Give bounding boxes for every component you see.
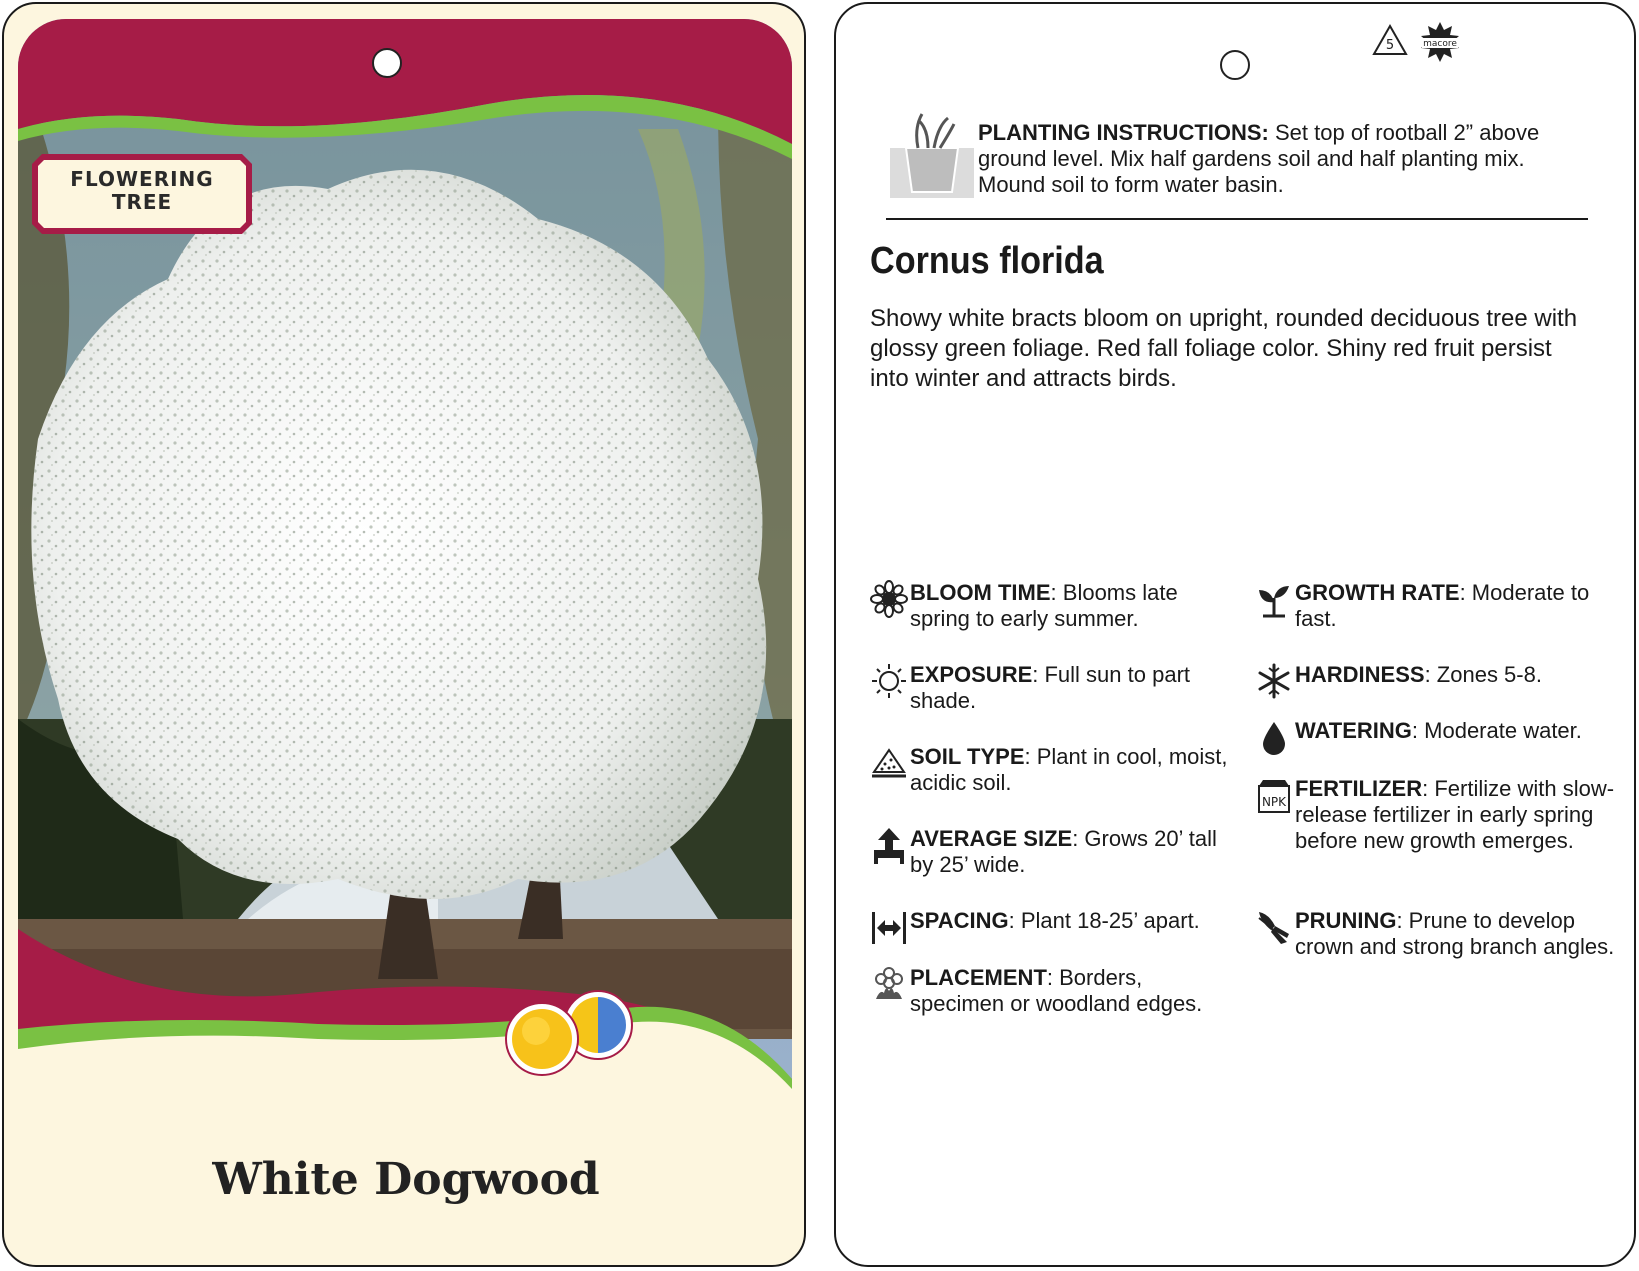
spacing-arrow-icon [870,908,908,946]
macore-logo-text: macore [1423,39,1457,49]
attr-label: AVERAGE SIZE [910,826,1073,851]
attr-label: PLACEMENT [910,965,1047,990]
hang-hole-front [372,48,402,78]
front-tag [2,2,806,1267]
attr-average-size [910,826,1240,878]
category-label [32,168,252,214]
attr-text: : Moderate to fast. [1295,580,1590,631]
attr-label: WATERING [1295,718,1412,743]
attr-text: : Fertilize with slow-release fertilizer in early spring before new growth emerges. [1295,776,1615,853]
npk-fertilizer-icon [1255,776,1293,814]
attr-text: : Borders, specimen or woodland edges. [910,965,1203,1016]
attr-text: : Moderate water. [1411,718,1582,743]
category-line-1: FLOWERING [70,167,214,191]
hang-hole-back [1220,50,1250,80]
attr-label: BLOOM TIME [910,580,1051,605]
attr-label: SOIL TYPE [910,744,1025,769]
latin-name: Cornus florida [870,240,1104,282]
attr-text: : Grows 20’ tall by 25’ wide. [910,826,1217,877]
plant-description: Showy white bracts bloom on upright, rounded deciduous tree with glossy green foliage. Red fall foliage color. Shiny red fruit persist into winter and attracts birds. [870,305,1578,392]
attr-text: : Blooms late spring to early summer. [910,580,1178,631]
recycle-code: 5 [1385,38,1395,53]
attr-label: GROWTH RATE [1295,580,1460,605]
npk-label: NPK [1261,795,1287,809]
divider [886,218,1588,220]
attr-bloom-time [910,580,1240,632]
attr-label: SPACING [910,908,1009,933]
placement-icon [870,965,908,1003]
attr-label: HARDINESS [1295,662,1425,687]
recycle-logos [1372,20,1468,68]
growth-sprout-icon [1255,580,1293,618]
attr-pruning [1295,908,1625,960]
back-tag [834,2,1636,1267]
attr-hardiness [1295,662,1625,688]
snowflake-icon [1255,662,1293,700]
water-drop-icon [1255,718,1293,756]
attr-text: : Plant in cool, moist, acidic soil. [910,744,1228,795]
attr-placement [910,965,1240,1017]
attr-growth-rate [1295,580,1625,632]
pruning-shears-icon [1255,908,1293,946]
attr-text: : Prune to develop crown and strong branch angles. [1295,908,1615,959]
planting-label: PLANTING INSTRUCTIONS: [978,120,1269,145]
attr-text: : Zones 5-8. [1424,662,1542,687]
attr-text: : Plant 18-25’ apart. [1008,908,1200,933]
attr-label: EXPOSURE [910,662,1033,687]
attr-label: FERTILIZER [1295,776,1423,801]
full-sun-icon [506,1003,578,1075]
attr-exposure [910,662,1240,714]
macore-logo-icon [1421,22,1459,62]
attr-text: : Full sun to part shade. [910,662,1191,713]
common-name: White Dogwood [212,1154,600,1205]
planting-text: Set top of rootball 2” above ground level. Mix half gardens soil and half planting mix. Mound soil to form water basin. [978,120,1540,197]
attr-fertilizer [1261,776,1625,854]
planting-instructions [978,120,1578,198]
category-badge [32,154,252,234]
attr-label: PRUNING [1295,908,1397,933]
attr-soil-type [910,744,1240,796]
attr-watering [1295,718,1625,744]
soil-icon [870,744,908,782]
flower-icon [870,580,908,618]
attr-spacing [910,908,1240,934]
height-arrow-icon [870,826,908,864]
sun-icon [870,662,908,700]
category-line-2: TREE [111,190,173,214]
sun-exposure-icons [502,987,642,1077]
planting-pot-icon [888,108,976,200]
recycle-icon [1374,26,1406,54]
